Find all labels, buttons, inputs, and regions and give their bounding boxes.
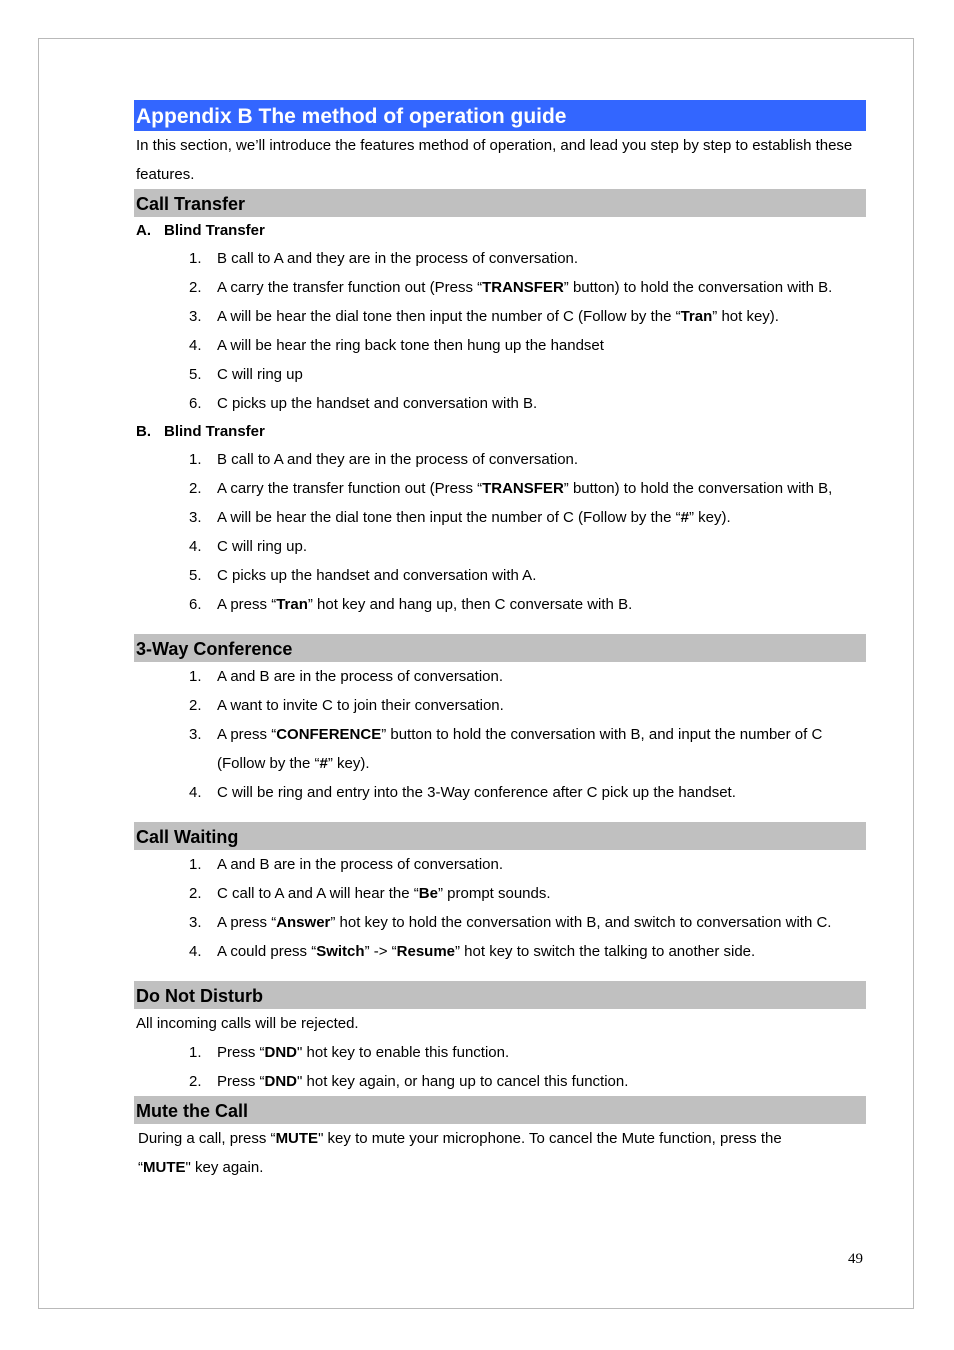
text-run: A could press “ xyxy=(217,943,317,960)
text-run: " key to mute your microphone. To cancel the Mute function, press the “ xyxy=(138,1130,782,1176)
list-item xyxy=(134,503,866,532)
intro-paragraph: In this section, we’ll introduce the features method of operation, and lead you step by step to establish these features. xyxy=(136,137,853,183)
subsection-a-heading xyxy=(134,217,866,244)
list-item-text xyxy=(203,273,866,302)
text-run: A press “ xyxy=(217,726,277,743)
list-item-text xyxy=(203,532,866,561)
text-run: A press “ xyxy=(217,914,277,931)
list-item-text xyxy=(203,331,866,360)
text-run: ” button to hold the conversation with B, and input the number of C (Follow by the “ xyxy=(217,726,823,772)
text-run: ” button) to hold the conversation with B. xyxy=(563,279,833,296)
list-item xyxy=(134,273,866,302)
bold-keyword: # xyxy=(680,509,689,526)
mute-paragraph xyxy=(134,1124,866,1182)
list-item xyxy=(134,360,866,389)
bold-keyword: Tran xyxy=(276,596,308,613)
text-run: " key again. xyxy=(185,1159,264,1176)
list-item xyxy=(134,937,866,966)
bold-keyword: Answer xyxy=(276,914,331,931)
list-item xyxy=(134,850,866,879)
text-run: ” key). xyxy=(688,509,731,526)
list-item-text xyxy=(203,561,866,590)
list-item-text xyxy=(203,879,866,908)
list-item-text xyxy=(203,937,866,966)
bold-keyword: MUTE xyxy=(275,1130,319,1147)
list-item-text xyxy=(203,590,866,619)
text-run: A and B are in the process of conversation. xyxy=(217,856,504,873)
bold-keyword: Resume xyxy=(396,943,456,960)
section-heading-do-not-disturb: Do Not Disturb xyxy=(134,981,866,1009)
list-item-text xyxy=(203,445,866,474)
list-item-text xyxy=(203,244,866,273)
dnd-intro: All incoming calls will be rejected. xyxy=(136,1015,359,1032)
list-number: 6. xyxy=(189,596,202,613)
blind-transfer-b-list xyxy=(134,445,866,619)
list-number: 1. xyxy=(189,451,202,468)
list-item xyxy=(134,561,866,590)
text-run: C call to A and A will hear the “ xyxy=(217,885,419,902)
bold-keyword: DND xyxy=(264,1044,298,1061)
list-item-text xyxy=(203,1067,866,1096)
list-item xyxy=(134,590,866,619)
text-run: B call to A and they are in the process of conversation. xyxy=(217,451,579,468)
list-number: 4. xyxy=(189,538,202,555)
list-item-text xyxy=(203,778,866,807)
text-run: A press “ xyxy=(217,596,277,613)
list-number: 4. xyxy=(189,337,202,354)
list-number: 2. xyxy=(189,480,202,497)
subsection-title: Blind Transfer xyxy=(164,423,265,440)
list-item xyxy=(134,331,866,360)
list-item-text xyxy=(203,389,866,418)
list-item xyxy=(134,662,866,691)
list-number: 2. xyxy=(189,279,202,296)
text-run: ” hot key and hang up, then C conversate with B. xyxy=(307,596,633,613)
list-number: 3. xyxy=(189,914,202,931)
text-run: C picks up the handset and conversation with B. xyxy=(217,395,538,412)
dnd-list xyxy=(134,1038,866,1096)
list-item-text xyxy=(203,850,866,879)
text-run: During a call, press “ xyxy=(138,1130,276,1147)
list-item-text xyxy=(203,908,866,937)
subsection-title: Blind Transfer xyxy=(164,222,265,239)
text-run: ” hot key to switch the talking to another side. xyxy=(455,943,756,960)
list-number: 6. xyxy=(189,395,202,412)
section-heading-call-transfer: Call Transfer xyxy=(134,189,866,217)
bold-keyword: MUTE xyxy=(143,1159,186,1176)
list-item xyxy=(134,445,866,474)
list-number: 2. xyxy=(189,1073,202,1090)
list-number: 1. xyxy=(189,856,202,873)
call-waiting-list xyxy=(134,850,866,966)
text-run: C will ring up. xyxy=(217,538,308,555)
section-heading-call-waiting: Call Waiting xyxy=(134,822,866,850)
text-run: C will ring up xyxy=(217,366,303,383)
list-item-text xyxy=(203,503,866,532)
list-item xyxy=(134,778,866,807)
text-run: Press “ xyxy=(217,1044,265,1061)
list-item xyxy=(134,908,866,937)
conference-list xyxy=(134,662,866,807)
list-item-text xyxy=(203,720,866,778)
list-item xyxy=(134,532,866,561)
list-number: 3. xyxy=(189,726,202,743)
list-item xyxy=(134,244,866,273)
list-item xyxy=(134,389,866,418)
list-item xyxy=(134,1067,866,1096)
bold-keyword: TRANSFER xyxy=(482,480,564,497)
text-run: ” hot key to hold the conversation with B, and switch to conversation with C. xyxy=(330,914,832,931)
list-item-text xyxy=(203,691,866,720)
bold-keyword: DND xyxy=(264,1073,298,1090)
list-number: 4. xyxy=(189,784,202,801)
appendix-title: Appendix B The method of operation guide xyxy=(134,100,866,131)
section-heading-mute-the-call: Mute the Call xyxy=(134,1096,866,1124)
text-run: A carry the transfer function out (Press “ xyxy=(217,480,483,497)
list-item xyxy=(134,691,866,720)
list-number: 1. xyxy=(189,250,202,267)
bold-keyword: # xyxy=(319,755,328,772)
bold-keyword: CONFERENCE xyxy=(276,726,382,743)
text-run: B call to A and they are in the process of conversation. xyxy=(217,250,579,267)
text-run: A will be hear the dial tone then input the number of C (Follow by the “ xyxy=(217,308,681,325)
text-run: A carry the transfer function out (Press “ xyxy=(217,279,483,296)
list-item xyxy=(134,879,866,908)
text-run: A want to invite C to join their conversation. xyxy=(217,697,504,714)
text-run: C picks up the handset and conversation with A. xyxy=(217,567,537,584)
text-run: C will be ring and entry into the 3-Way conference after C pick up the handset. xyxy=(217,784,736,801)
list-number: 3. xyxy=(189,509,202,526)
list-number: 2. xyxy=(189,885,202,902)
text-run: ” hot key). xyxy=(712,308,779,325)
text-run: Press “ xyxy=(217,1073,265,1090)
list-number: 1. xyxy=(189,1044,202,1061)
bold-keyword: Be xyxy=(418,885,438,902)
text-run: ” button) to hold the conversation with B, xyxy=(563,480,833,497)
text-run: A will be hear the ring back tone then hung up the handset xyxy=(217,337,604,354)
section-heading-3-way-conference: 3-Way Conference xyxy=(134,634,866,662)
list-number: 3. xyxy=(189,308,202,325)
list-number: 4. xyxy=(189,943,202,960)
list-item-text xyxy=(203,1038,866,1067)
text-run: ” key). xyxy=(327,755,370,772)
list-item xyxy=(134,1038,866,1067)
list-number: 5. xyxy=(189,567,202,584)
list-item xyxy=(134,474,866,503)
subsection-letter: A. xyxy=(136,222,151,239)
text-run: A and B are in the process of conversation. xyxy=(217,668,504,685)
text-run: A will be hear the dial tone then input the number of C (Follow by the “ xyxy=(217,509,681,526)
text-run: " hot key again, or hang up to cancel this function. xyxy=(297,1073,629,1090)
bold-keyword: Switch xyxy=(316,943,365,960)
list-item-text xyxy=(203,302,866,331)
list-number: 5. xyxy=(189,366,202,383)
list-item-text xyxy=(203,360,866,389)
blind-transfer-a-list xyxy=(134,244,866,418)
bold-keyword: Tran xyxy=(680,308,713,325)
bold-keyword: TRANSFER xyxy=(482,279,564,296)
subsection-letter: B. xyxy=(136,423,151,440)
list-number: 2. xyxy=(189,697,202,714)
list-number: 1. xyxy=(189,668,202,685)
subsection-b-heading xyxy=(134,418,866,445)
text-run: ” prompt sounds. xyxy=(437,885,551,902)
list-item xyxy=(134,720,866,778)
text-run: " hot key to enable this function. xyxy=(297,1044,510,1061)
page-number: 49 xyxy=(848,1251,863,1267)
list-item-text xyxy=(203,474,866,503)
list-item-text xyxy=(203,662,866,691)
document-content xyxy=(134,100,866,1182)
list-item xyxy=(134,302,866,331)
text-run: ” -> “ xyxy=(364,943,397,960)
